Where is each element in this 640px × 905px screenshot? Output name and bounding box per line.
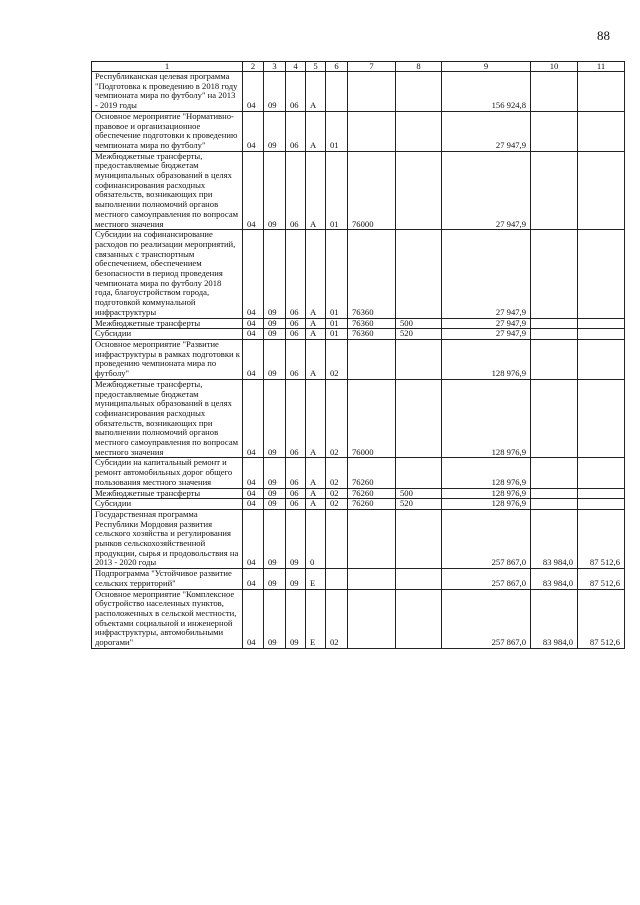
row-value-cell: 09 [264,488,286,499]
row-value-cell: 76360 [348,329,396,340]
row-value-cell: 520 [396,499,442,510]
row-value-cell [531,379,578,458]
row-value-cell: 09 [264,379,286,458]
row-value-cell [578,72,625,112]
row-value-cell: А [306,111,326,151]
row-value-cell: А [306,151,326,230]
column-header: 8 [396,62,442,72]
table-row [92,230,625,318]
row-value-cell: А [306,318,326,329]
table-row [92,329,625,340]
row-value-cell [531,329,578,340]
row-value-cell [578,499,625,510]
row-value-cell: 09 [264,329,286,340]
row-value-cell: 04 [243,499,264,510]
row-value-cell: 04 [243,230,264,318]
row-value-cell [578,458,625,488]
row-value-cell: 04 [243,458,264,488]
row-value-cell: 27 947,9 [442,318,531,329]
row-value-cell [396,111,442,151]
row-value-cell: 04 [243,509,264,568]
row-value-cell: 02 [326,499,348,510]
row-value-cell: А [306,339,326,379]
row-value-cell: 500 [396,488,442,499]
row-name-cell: Межбюджетные трансферты [92,488,243,499]
row-value-cell: 128 976,9 [442,339,531,379]
row-value-cell: 01 [326,329,348,340]
row-value-cell [531,230,578,318]
row-value-cell: 156 924,8 [442,72,531,112]
row-value-cell: 128 976,9 [442,458,531,488]
row-value-cell [531,72,578,112]
row-value-cell: 09 [286,589,306,648]
row-value-cell: 500 [396,318,442,329]
row-value-cell [396,458,442,488]
column-header: 6 [326,62,348,72]
row-value-cell: 04 [243,589,264,648]
table-row [92,509,625,568]
row-value-cell: 04 [243,111,264,151]
row-value-cell: 01 [326,151,348,230]
row-value-cell: 0 [306,509,326,568]
row-value-cell: 76360 [348,230,396,318]
row-name-cell: Субсидии [92,329,243,340]
row-value-cell [348,111,396,151]
row-value-cell [396,379,442,458]
row-value-cell: 09 [286,509,306,568]
row-value-cell: А [306,499,326,510]
row-value-cell [531,151,578,230]
row-value-cell: 06 [286,151,306,230]
row-value-cell: 04 [243,151,264,230]
row-value-cell: 06 [286,230,306,318]
column-header: 5 [306,62,326,72]
row-value-cell: А [306,458,326,488]
row-value-cell: 27 947,9 [442,329,531,340]
row-value-cell: 02 [326,589,348,648]
table-row [92,589,625,648]
row-value-cell: 76000 [348,151,396,230]
column-header: 4 [286,62,306,72]
row-value-cell [348,569,396,589]
row-value-cell: 01 [326,111,348,151]
column-header: 9 [442,62,531,72]
row-value-cell: 87 512,6 [578,509,625,568]
row-value-cell: 09 [264,318,286,329]
row-value-cell: 09 [264,569,286,589]
row-value-cell: 83 984,0 [531,509,578,568]
row-value-cell: 04 [243,329,264,340]
row-value-cell: 09 [264,509,286,568]
row-value-cell: 06 [286,318,306,329]
row-value-cell: 76360 [348,318,396,329]
row-value-cell [326,509,348,568]
row-value-cell: 09 [264,230,286,318]
row-value-cell: 257 867,0 [442,509,531,568]
row-value-cell: 09 [264,339,286,379]
row-value-cell: 04 [243,488,264,499]
row-value-cell [396,569,442,589]
table-row [92,458,625,488]
row-value-cell: 04 [243,72,264,112]
row-name-cell: Подпрограмма "Устойчивое развитие сельских территорий" [92,569,243,589]
row-value-cell: 01 [326,230,348,318]
row-value-cell: А [306,488,326,499]
row-value-cell [326,569,348,589]
row-value-cell: 76260 [348,458,396,488]
row-value-cell [578,111,625,151]
row-value-cell: 76000 [348,379,396,458]
column-header: 1 [92,62,243,72]
table-row [92,318,625,329]
row-value-cell: Е [306,589,326,648]
row-value-cell: 01 [326,318,348,329]
row-value-cell: 83 984,0 [531,569,578,589]
row-name-cell: Основное мероприятие "Нормативно-правовое и организационное обеспечение подготовки к проведению чемпионата мира по футболу" [92,111,243,151]
table-row [92,339,625,379]
row-value-cell: 06 [286,458,306,488]
row-value-cell [396,509,442,568]
header-row [92,62,625,72]
row-value-cell [531,499,578,510]
row-value-cell [348,339,396,379]
budget-table [91,61,625,649]
row-value-cell [396,151,442,230]
row-value-cell: А [306,379,326,458]
column-header: 11 [578,62,625,72]
row-value-cell: 04 [243,339,264,379]
row-value-cell: 02 [326,458,348,488]
row-name-cell: Основное мероприятие "Развитие инфраструктуры в рамках подготовки к проведению чемпионата мира по футболу" [92,339,243,379]
row-value-cell: 09 [264,458,286,488]
table-row [92,488,625,499]
row-value-cell [348,589,396,648]
row-value-cell: 87 512,6 [578,589,625,648]
row-value-cell [531,339,578,379]
row-value-cell: Е [306,569,326,589]
row-value-cell: 06 [286,339,306,379]
row-value-cell: 04 [243,318,264,329]
row-value-cell [578,339,625,379]
row-value-cell: 520 [396,329,442,340]
row-value-cell [396,589,442,648]
row-value-cell: 04 [243,569,264,589]
table-row [92,379,625,458]
row-value-cell [531,318,578,329]
row-value-cell [578,329,625,340]
row-value-cell: 09 [264,111,286,151]
row-value-cell: 06 [286,72,306,112]
row-value-cell [531,488,578,499]
row-value-cell [531,458,578,488]
row-value-cell: А [306,72,326,112]
row-value-cell: 06 [286,329,306,340]
row-value-cell: 76260 [348,499,396,510]
row-value-cell [578,230,625,318]
row-value-cell: 06 [286,111,306,151]
table-row [92,569,625,589]
row-value-cell [348,72,396,112]
table-row [92,499,625,510]
row-value-cell: 128 976,9 [442,488,531,499]
row-value-cell: А [306,230,326,318]
row-value-cell [578,318,625,329]
row-value-cell: 76260 [348,488,396,499]
row-value-cell: 02 [326,339,348,379]
column-header: 10 [531,62,578,72]
row-value-cell: 09 [264,72,286,112]
column-header: 3 [264,62,286,72]
row-value-cell [326,72,348,112]
row-value-cell: 128 976,9 [442,379,531,458]
row-value-cell: 04 [243,379,264,458]
page-number: 88 [597,28,610,43]
row-name-cell: Основное мероприятие "Комплексное обустройство населенных пунктов, расположенных в сельской местности, объектами социальной и инженерной инфраструктуры, автомобильными дорогами" [92,589,243,648]
row-value-cell: 87 512,6 [578,569,625,589]
row-value-cell: 09 [264,589,286,648]
row-name-cell: Субсидии на капитальный ремонт и ремонт автомобильных дорог общего пользования местного значения [92,458,243,488]
row-value-cell [396,339,442,379]
row-value-cell [578,151,625,230]
row-value-cell: 257 867,0 [442,569,531,589]
row-value-cell [531,111,578,151]
row-name-cell: Межбюджетные трансферты, предоставляемые бюджетам муниципальных образований в целях софинансирования расходных обязательств, возникающих при выполнении полномочий органов местного самоуправления по вопросам местного значения [92,379,243,458]
row-value-cell: 06 [286,379,306,458]
table-row [92,151,625,230]
row-value-cell [396,72,442,112]
row-value-cell [396,230,442,318]
row-value-cell: 02 [326,379,348,458]
table-row [92,111,625,151]
row-value-cell: 128 976,9 [442,499,531,510]
row-value-cell: 06 [286,499,306,510]
row-value-cell: 09 [286,569,306,589]
row-name-cell: Межбюджетные трансферты, предоставляемые бюджетам муниципальных образований в целях софинансирования расходных обязательств, возникающих при выполнении полномочий органов местного самоуправления по вопросам местного значения [92,151,243,230]
row-value-cell [348,509,396,568]
column-header: 7 [348,62,396,72]
row-value-cell: 02 [326,488,348,499]
row-value-cell: 09 [264,499,286,510]
row-value-cell: 27 947,9 [442,230,531,318]
column-header: 2 [243,62,264,72]
row-value-cell: 09 [264,151,286,230]
row-value-cell: 83 984,0 [531,589,578,648]
row-value-cell [578,488,625,499]
row-value-cell: 257 867,0 [442,589,531,648]
row-name-cell: Государственная программа Республики Мордовия развития сельского хозяйства и регулирования рынков сельскохозяйственной продукции, сырья и продовольствия на 2013 - 2020 годы [92,509,243,568]
row-value-cell: 06 [286,488,306,499]
row-name-cell: Межбюджетные трансферты [92,318,243,329]
row-name-cell: Субсидии [92,499,243,510]
row-value-cell: 27 947,9 [442,151,531,230]
row-name-cell: Субсидии на софинансирование расходов по реализации мероприятий, связанных с транспортным обеспечением, обеспечением безопасности в период проведения чемпионата мира по футболу 2018 года, благоустройством города, подготовкой коммунальной инфраструктуры [92,230,243,318]
row-name-cell: Республиканская целевая программа "Подготовка к проведению в 2018 году чемпионата мира по футболу" на 2013 - 2019 годы [92,72,243,112]
row-value-cell: А [306,329,326,340]
table-row [92,72,625,112]
row-value-cell: 27 947,9 [442,111,531,151]
row-value-cell [578,379,625,458]
